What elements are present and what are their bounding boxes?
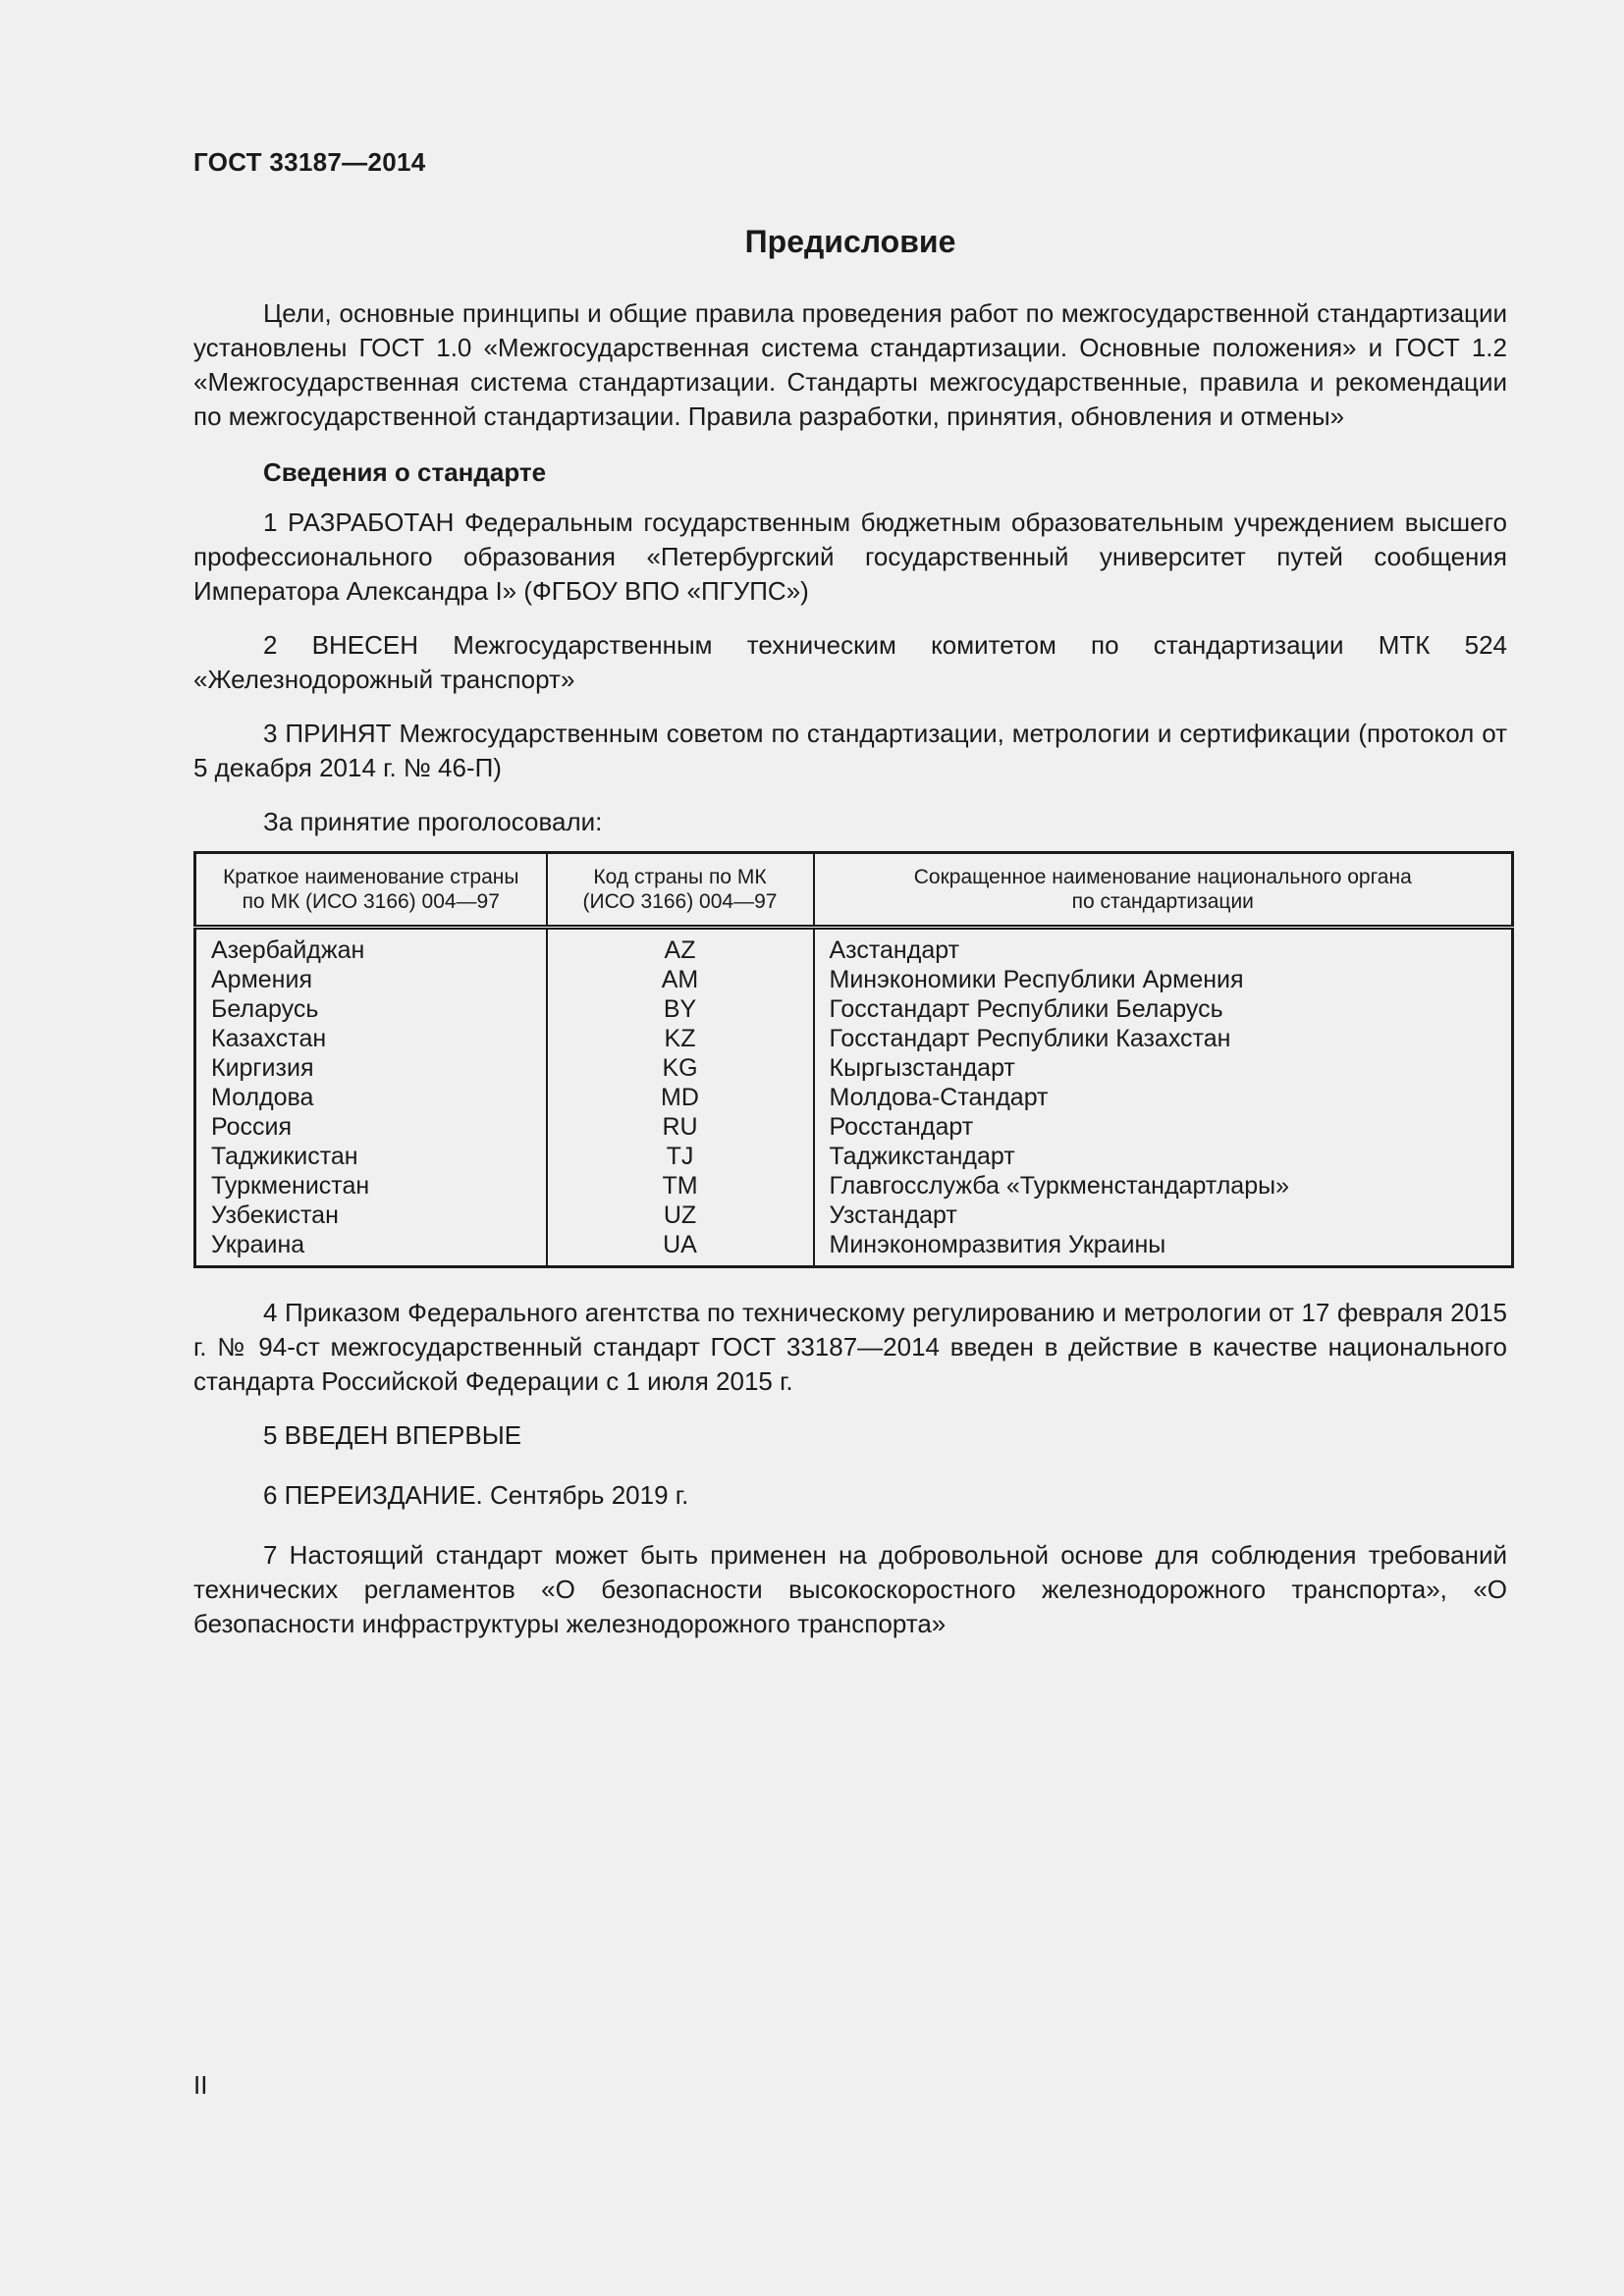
item-4-enacted-by-order: 4 Приказом Федерального агентства по техническому регулированию и метрологии от 17 февраля 2015 г. № 94-ст межгосударственный стандарт ГОСТ 33187—2014 введен в действие в качестве национального стандарта Российской Федерации с 1 июля 2015 г. xyxy=(193,1298,1507,1396)
table-row xyxy=(195,1142,1513,1171)
code-cell: KG xyxy=(547,1053,814,1083)
code-cell: TJ xyxy=(547,1142,814,1171)
header-country-code: Код страны по МК (ИСО 3166) 004—97 xyxy=(547,853,814,928)
table-row xyxy=(195,1112,1513,1142)
country-cell: Беларусь xyxy=(211,995,319,1023)
code-cell: TM xyxy=(547,1171,814,1201)
table-row xyxy=(195,1053,1513,1083)
header-country-name: Краткое наименование страны по МК (ИСО 3166) 004—97 xyxy=(195,853,547,928)
table-row xyxy=(195,1201,1513,1230)
item-2-introduced-by: 2 ВНЕСЕН Межгосударственным техническим комитетом по стандартизации МТК 524 «Железнодорожный транспорт» xyxy=(193,630,1507,694)
body-cell: Кыргызстандарт xyxy=(814,1053,1513,1083)
body-cell: Росстандарт xyxy=(814,1112,1513,1142)
table-row xyxy=(195,1171,1513,1201)
body-cell: Азстандарт xyxy=(814,928,1513,966)
body-cell: Таджикстандарт xyxy=(814,1142,1513,1171)
code-cell: AM xyxy=(547,965,814,994)
code-cell: UA xyxy=(547,1230,814,1267)
item-6-reissue: 6 ПЕРЕИЗДАНИЕ. Сентябрь 2019 г. xyxy=(263,1480,689,1510)
table-row xyxy=(195,1024,1513,1053)
code-cell: KZ xyxy=(547,1024,814,1053)
page-title: Предисловие xyxy=(744,224,956,259)
table-row xyxy=(195,994,1513,1024)
vote-intro: За принятие проголосовали: xyxy=(263,807,603,836)
page-content xyxy=(193,222,1507,1661)
table-row xyxy=(195,1083,1513,1112)
code-cell: UZ xyxy=(547,1201,814,1230)
section-subheading: Сведения о стандарте xyxy=(263,457,547,487)
country-cell: Украина xyxy=(211,1231,305,1258)
item-3-adopted-by: 3 ПРИНЯТ Межгосударственным советом по стандартизации, метрологии и сертификации (протокол от 5 декабря 2014 г. № 46-П) xyxy=(193,719,1507,782)
code-cell: BY xyxy=(547,994,814,1024)
votes-table xyxy=(193,851,1514,1268)
item-7-voluntary-application: 7 Настоящий стандарт может быть применен на добровольной основе для соблюдения требований технических регламентов «О безопасности высокоскоростного железнодорожного транспорта», «О безопасности инфраструктуры железнодорожного транспорта» xyxy=(193,1540,1507,1638)
country-cell: Туркменистан xyxy=(211,1172,370,1200)
header-standards-body: Сокращенное наименование национального органа по стандартизации xyxy=(814,853,1513,928)
item-1-developed-by: 1 РАЗРАБОТАН Федеральным государственным бюджетным образовательным учреждением высшего профессионального образования «Петербургский государственный университет путей сообщения Императора Александра I» (ФГБОУ ВПО «ПГУПС») xyxy=(193,507,1507,606)
code-cell: AZ xyxy=(547,928,814,966)
body-cell: Минэкономики Республики Армения xyxy=(814,965,1513,994)
body-cell: Госстандарт Республики Казахстан xyxy=(814,1024,1513,1053)
document-code: ГОСТ 33187—2014 xyxy=(193,147,426,177)
table-row xyxy=(195,928,1513,966)
table-row xyxy=(195,1230,1513,1267)
country-cell: Молдова xyxy=(211,1084,314,1111)
intro-paragraph: Цели, основные принципы и общие правила проведения работ по межгосударственной стандартизации установлены ГОСТ 1.0 «Межгосударственная система стандартизации. Основные положения» и ГОСТ 1.2 «Межгосударственная система стандартизации. Стандарты межгосударственные, правила и рекомендации по межгосударственной стандартизации. Правила разработки, принятия, обновления и отмены» xyxy=(193,298,1507,431)
item-5-introduced-first: 5 ВВЕДЕН ВПЕРВЫЕ xyxy=(263,1420,522,1450)
country-cell: Азербайджан xyxy=(211,936,365,964)
table-row xyxy=(195,965,1513,994)
body-cell: Главгосслужба «Туркменстандартлары» xyxy=(814,1171,1513,1201)
country-cell: Узбекистан xyxy=(211,1201,339,1229)
country-cell: Россия xyxy=(211,1113,292,1141)
body-cell: Узстандарт xyxy=(814,1201,1513,1230)
country-cell: Армения xyxy=(211,966,312,993)
body-cell: Госстандарт Республики Беларусь xyxy=(814,994,1513,1024)
country-cell: Киргизия xyxy=(211,1054,314,1082)
body-cell: Молдова-Стандарт xyxy=(814,1083,1513,1112)
table-header-row xyxy=(195,853,1513,928)
page-number: II xyxy=(193,2070,208,2100)
country-cell: Таджикистан xyxy=(211,1143,358,1170)
country-cell: Казахстан xyxy=(211,1025,327,1052)
code-cell: MD xyxy=(547,1083,814,1112)
code-cell: RU xyxy=(547,1112,814,1142)
body-cell: Минэкономразвития Украины xyxy=(814,1230,1513,1267)
